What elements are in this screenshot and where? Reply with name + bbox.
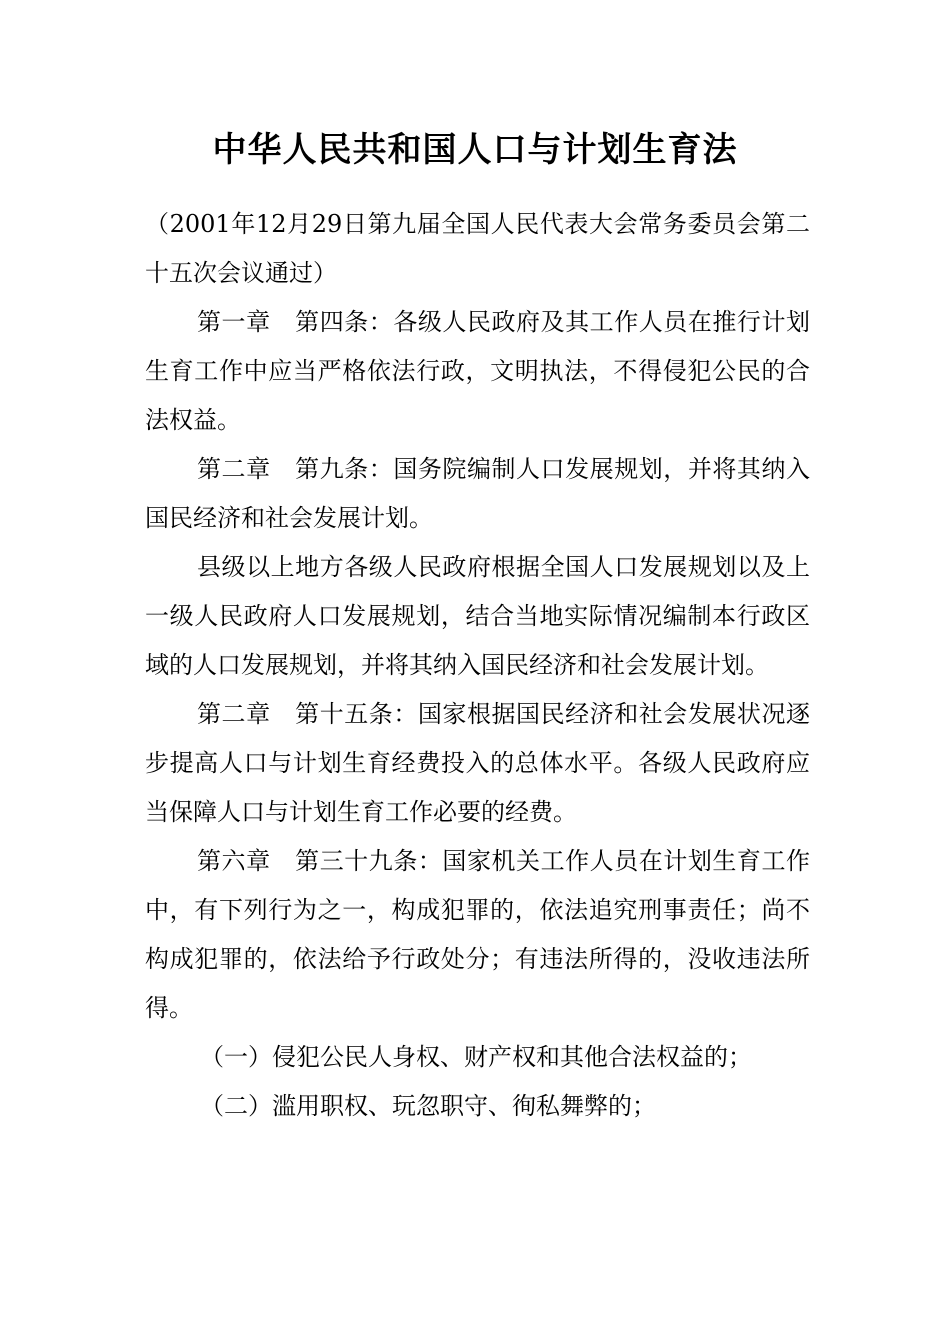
list-item-1: （一）侵犯公民人身权、财产权和其他合法权益的； [200, 1043, 752, 1071]
article-9-paragraph: 第二章 第九条：国务院编制人口发展规划，并将其纳入国民经济和社会发展计划。 [145, 455, 810, 532]
article-9-second-paragraph: 县级以上地方各级人民政府根据全国人口发展规划以及上一级人民政府人口发展规划，结合当地实际情况编制本行政区域的人口发展规划，并将其纳入国民经济和社会发展计划。 [145, 553, 810, 679]
article-4-paragraph: 第一章 第四条：各级人民政府及其工作人员在推行计划生育工作中应当严格依法行政，文明执法，不得侵犯公民的合法权益。 [145, 308, 810, 434]
document-title: 中华人民共和国人口与计划生育法 [212, 130, 738, 170]
article-39-paragraph: 第六章 第三十九条：国家机关工作人员在计划生育工作中，有下列行为之一，构成犯罪的，依法追究刑事责任；尚不构成犯罪的，依法给予行政处分；有违法所得的，没收违法所得。 [145, 847, 810, 1022]
article-15-paragraph: 第二章 第十五条：国家根据国民经济和社会发展状况逐步提高人口与计划生育经费投入的总体水平。各级人民政府应当保障人口与计划生育工作必要的经费。 [145, 700, 810, 826]
adoption-note: （2001年12月29日第九届全国人民代表大会常务委员会第二十五次会议通过） [145, 210, 810, 287]
document-body [145, 200, 810, 1131]
list-item-2: （二）滥用职权、玩忽职守、徇私舞弊的； [200, 1092, 656, 1120]
